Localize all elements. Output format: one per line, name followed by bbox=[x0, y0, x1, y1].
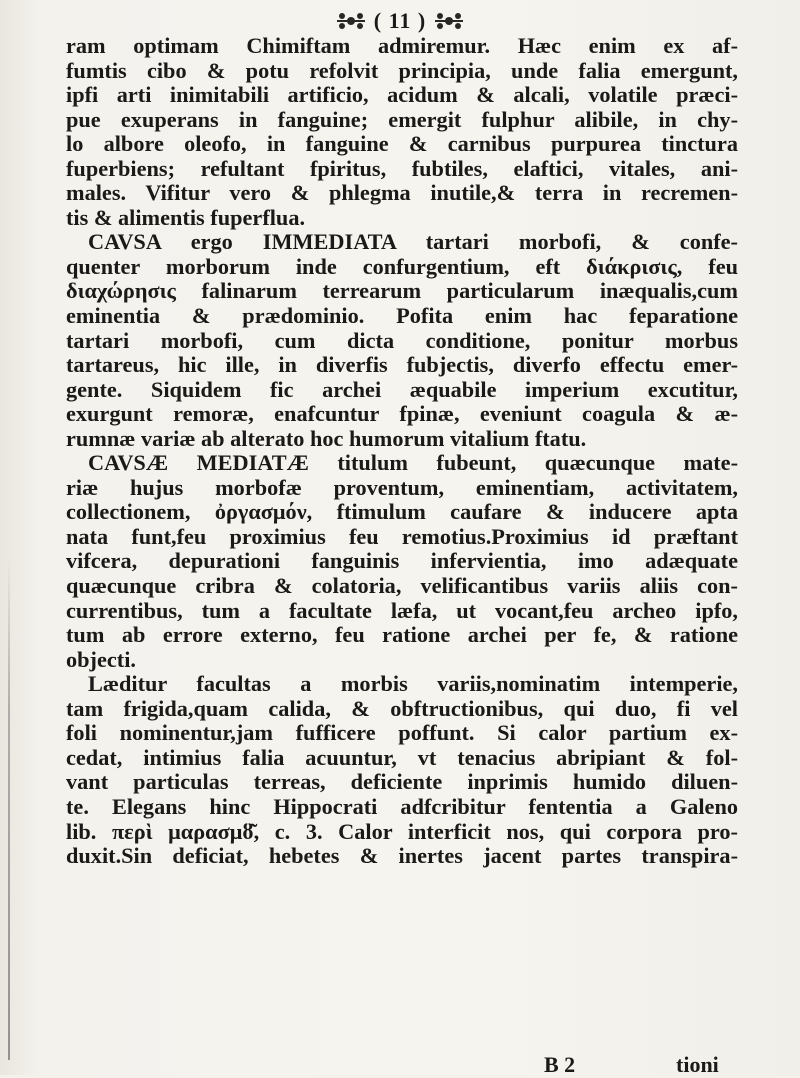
text-line: objecti. bbox=[66, 646, 136, 672]
text-line: fumtis cibo & potu refolvit principia, unde falia emergunt, bbox=[66, 57, 738, 83]
text-line: collectionem, ὀργασμόν, ftimulum caufare & inducere apta bbox=[66, 499, 738, 525]
paragraph-start-line: Læditur facultas a morbis variis,nominatim intemperie, bbox=[88, 671, 738, 697]
text-line: tartareus, hic ille, in diverfis fubjectis, diverfo effectu emer- bbox=[66, 352, 738, 378]
text-line: vant particulas terreas, deficiente inprimis humido diluen- bbox=[66, 769, 738, 795]
text-line: eminentia & prædominio. Pofita enim hac feparatione bbox=[66, 303, 738, 329]
page-footer bbox=[0, 1052, 800, 1076]
paragraph-start-line: CAVSÆ MEDIATÆ titulum fubeunt, quæcunque mate- bbox=[88, 450, 738, 476]
running-header bbox=[0, 6, 800, 36]
text-line: vifcera, depurationi fanguinis infervientia, imo adæquate bbox=[66, 548, 738, 574]
left-ornament-icon bbox=[334, 10, 368, 32]
text-line: lo albore oleofo, in fanguine & carnibus purpurea tinctura bbox=[66, 131, 738, 157]
text-line: fuperbiens; refultant fpiritus, fubtiles, elaftici, vitales, ani- bbox=[66, 155, 738, 181]
signature-mark: B 2 bbox=[544, 1052, 576, 1077]
text-line: tum ab errore externo, feu ratione archei per fe, & ratione bbox=[66, 622, 738, 648]
text-line: quæcunque cribra & colatoria, velificantibus variis aliis con- bbox=[66, 573, 738, 599]
text-line: ram optimam Chimiftam admiremur. Hæc enim ex af- bbox=[66, 33, 738, 58]
text-line: rumnæ variæ ab alterato hoc humorum vitalium ftatu. bbox=[66, 425, 587, 451]
page-edge-shadow bbox=[8, 560, 10, 1060]
text-line: duxit.Sin deficiat, hebetes & inertes jacent partes transpira- bbox=[66, 843, 738, 869]
page-number: ( 11 ) bbox=[373, 8, 427, 33]
paragraph-start-line: CAVSA ergo IMMEDIATA tartari morbofi, & confe- bbox=[88, 229, 738, 255]
text-line: exurgunt remoræ, enafcuntur fpinæ, eveniunt coagula & æ- bbox=[66, 401, 738, 427]
text-line: ipfi arti inimitabili artificio, acidum & alcali, volatile præci- bbox=[66, 82, 738, 108]
body-text bbox=[66, 34, 738, 869]
text-line: διαχώρησις falinarum terrearum particularum inæqualis,cum bbox=[66, 278, 738, 304]
text-line: cedat, intimius falia acuuntur, vt tenacius abripiant & fol- bbox=[66, 744, 738, 770]
text-line: currentibus, tum a facultate læfa, ut vocant,feu archeo ipfo, bbox=[66, 597, 738, 623]
text-line: tartari morbofi, cum dicta conditione, ponitur morbus bbox=[66, 327, 738, 353]
right-ornament-icon bbox=[432, 10, 466, 32]
text-line: lib. περὶ μαρασμȣ͂, c. 3. Calor interficit nos, qui corpora pro- bbox=[66, 818, 738, 844]
catchword: tioni bbox=[676, 1052, 719, 1077]
text-line: males. Vifitur vero & phlegma inutile,& terra in recremen- bbox=[66, 180, 738, 206]
text-line: foli nominentur,jam fufficere poffunt. Si calor partium ex- bbox=[66, 720, 738, 746]
text-line: tis & alimentis fuperflua. bbox=[66, 204, 306, 230]
text-line: riæ hujus morbofæ proventum, eminentiam, activitatem, bbox=[66, 474, 738, 500]
text-line: tam frigida,quam calida, & obftructionibus, qui duo, fi vel bbox=[66, 695, 738, 721]
text-line: nata funt,feu proximius feu remotius.Proximius id præftant bbox=[66, 523, 738, 549]
text-line: pue exuperans in fanguine; emergit fulphur alibile, in chy- bbox=[66, 106, 738, 132]
text-line: quenter morborum inde confurgentium, eft διάκρισις, feu bbox=[66, 253, 738, 279]
text-line: gente. Siquidem fic archei æquabile imperium excutitur, bbox=[66, 376, 738, 402]
text-line: te. Elegans hinc Hippocrati adfcribitur fententia a Galeno bbox=[66, 793, 738, 819]
